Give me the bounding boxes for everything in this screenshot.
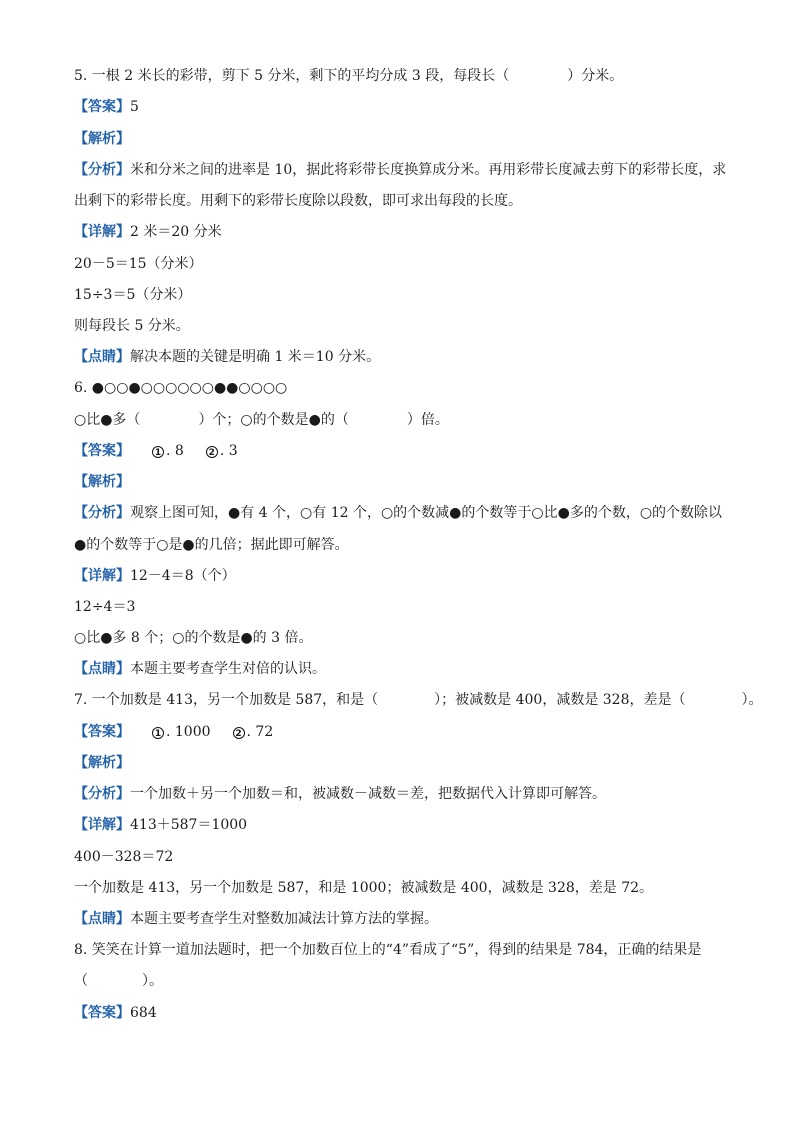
q6-sequence: 6. ●○○●○○○○○○●●○○○○ (74, 380, 288, 396)
q6-jiexi: 【解析】 (74, 474, 130, 490)
circled-number-2: 2 (233, 727, 245, 739)
q6-answer: 【答案】 1 . 8 2 . 3 (74, 443, 238, 459)
circled-number-2: 2 (206, 446, 218, 458)
q5-jiexi: 【解析】 (74, 131, 130, 147)
q5-calc-2: 15÷3＝5（分米） (74, 287, 192, 303)
q7-dianjing: 【点睛】本题主要考查学生对整数加减法计算方法的掌握。 (74, 911, 438, 927)
q5-answer: 【答案】5 (74, 99, 139, 115)
q6-calc-1: 12÷4＝3 (74, 599, 136, 615)
q6-fenxi-cont: ●的个数等于○是●的几倍；据此即可解答。 (74, 537, 349, 553)
circled-number-1: 1 (152, 446, 164, 458)
q8-stem-cont: （ ）。 (74, 973, 163, 989)
q5-fenxi: 【分析】米和分米之间的进率是 10，据此将彩带长度换算成分米。再用彩带长度减去剪下的彩带长度，求 (74, 162, 727, 178)
q8-stem: 8. 笑笑在计算一道加法题时，把一个加数百位上的“4”看成了“5”，得到的结果是 784，正确的结果是 (74, 942, 702, 958)
q6-dianjing: 【点睛】本题主要考查学生对倍的认识。 (74, 661, 326, 677)
q6-xiangjie: 【详解】12－4＝8（个） (74, 568, 236, 584)
q6-stem: ○比●多（ ）个；○的个数是●的（ ）倍。 (74, 412, 449, 428)
q5-xiangjie: 【详解】2 米＝20 分米 (74, 224, 222, 240)
q7-answer: 【答案】 1 . 1000 2 . 72 (74, 724, 274, 740)
q8-answer: 【答案】684 (74, 1005, 157, 1021)
q5-dianjing: 【点睛】解决本题的关键是明确 1 米＝10 分米。 (74, 349, 381, 365)
q7-fenxi: 【分析】一个加数＋另一个加数＝和，被减数－减数＝差，把数据代入计算即可解答。 (74, 786, 606, 802)
q7-stem: 7. 一个加数是 413，另一个加数是 587，和是（ ）；被减数是 400，减数是 328，差是（ ）。 (74, 692, 763, 708)
q5-calc-1: 20－5＝15（分米） (74, 256, 203, 272)
q6-conclusion: ○比●多 8 个；○的个数是●的 3 倍。 (74, 630, 313, 646)
q7-conclusion: 一个加数是 413，另一个加数是 587，和是 1000；被减数是 400，减数是 328，差是 72。 (74, 880, 654, 896)
q7-jiexi: 【解析】 (74, 755, 130, 771)
q5-stem: 5. 一根 2 米长的彩带，剪下 5 分米，剩下的平均分成 3 段，每段长（ ）分米。 (74, 68, 624, 84)
q7-xiangjie: 【详解】413＋587＝1000 (74, 817, 248, 833)
q5-fenxi-cont: 出剩下的彩带长度。用剩下的彩带长度除以段数，即可求出每段的长度。 (74, 193, 522, 209)
circled-number-1: 1 (152, 727, 164, 739)
q5-conclusion: 则每段长 5 分米。 (74, 318, 190, 334)
q7-calc-1: 400－328＝72 (74, 849, 174, 865)
q6-fenxi: 【分析】观察上图可知，●有 4 个，○有 12 个，○的个数减●的个数等于○比●多的个数，○的个数除以 (74, 505, 723, 521)
